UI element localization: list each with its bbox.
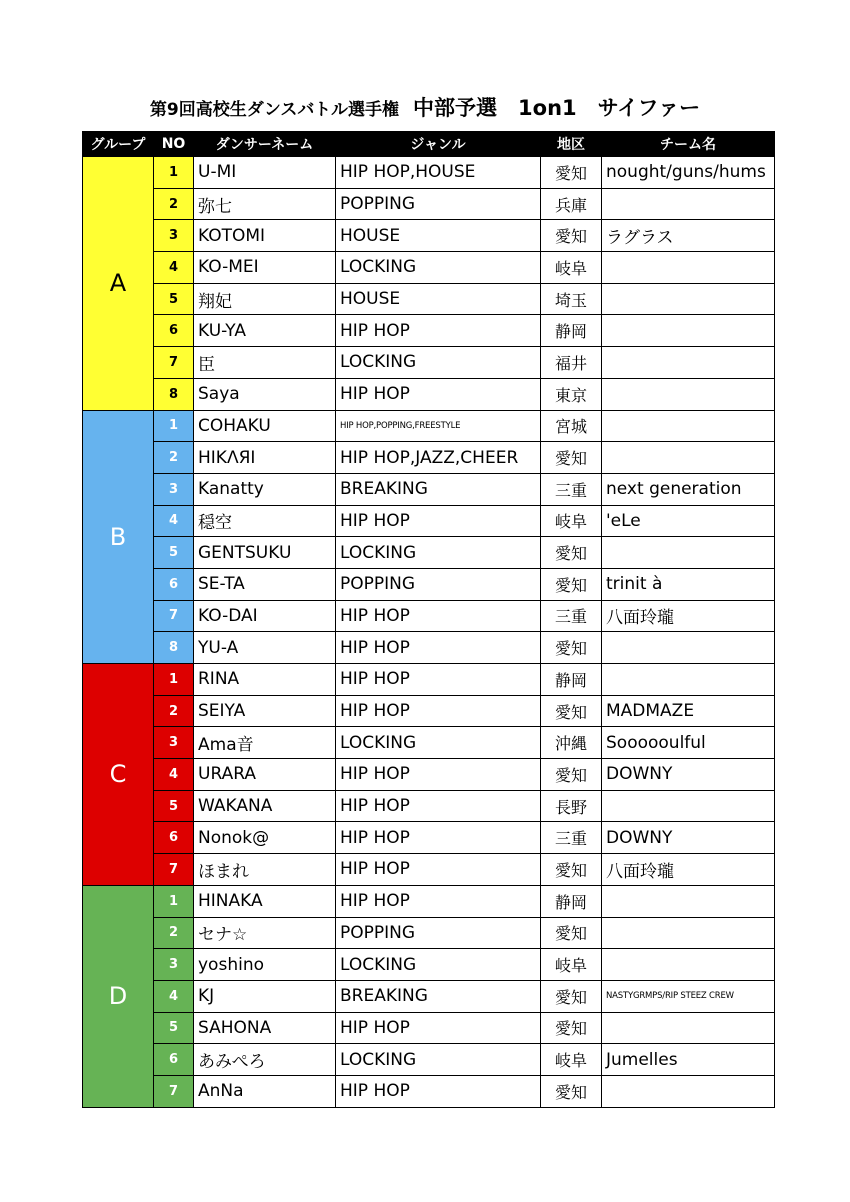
table-row (83, 410, 775, 442)
team-name: Soooooulful (602, 727, 775, 759)
team-name (602, 252, 775, 284)
team-name: trinit à (602, 568, 775, 600)
dancer-name: KOTOMI (194, 220, 336, 252)
entry-number: 1 (154, 885, 194, 917)
table-row (83, 980, 775, 1012)
team-name (602, 537, 775, 569)
header-dancer-name: ダンサーネーム (194, 132, 336, 157)
entry-number: 7 (154, 854, 194, 886)
table-header-row (83, 132, 775, 157)
team-name: Jumelles (602, 1044, 775, 1076)
dancer-name: SE-TA (194, 568, 336, 600)
entry-number: 2 (154, 442, 194, 474)
table-row (83, 568, 775, 600)
dancer-name: COHAKU (194, 410, 336, 442)
table-row (83, 442, 775, 474)
genre: HIP HOP (336, 600, 541, 632)
dancer-name: RINA (194, 664, 336, 696)
dancer-name: SEIYA (194, 695, 336, 727)
table-row (83, 157, 775, 189)
team-name (602, 410, 775, 442)
team-name: NASTYGRMPS/RIP STEEZ CREW (602, 980, 775, 1012)
dancer-name: yoshino (194, 949, 336, 981)
dancer-name: SAHONA (194, 1012, 336, 1044)
entry-number: 6 (154, 822, 194, 854)
team-name: 'eLe (602, 505, 775, 537)
region: 岐阜 (541, 949, 602, 981)
region: 愛知 (541, 442, 602, 474)
dancer-name: 翔妃 (194, 283, 336, 315)
genre: LOCKING (336, 949, 541, 981)
region: 岐阜 (541, 1044, 602, 1076)
region: 東京 (541, 378, 602, 410)
team-name (602, 442, 775, 474)
genre: HIP HOP (336, 822, 541, 854)
genre: LOCKING (336, 252, 541, 284)
entry-number: 4 (154, 980, 194, 1012)
region: 静岡 (541, 885, 602, 917)
entry-number: 3 (154, 473, 194, 505)
table-row (83, 1044, 775, 1076)
entry-number: 6 (154, 568, 194, 600)
entry-number: 5 (154, 537, 194, 569)
entry-number: 3 (154, 220, 194, 252)
region: 愛知 (541, 695, 602, 727)
entry-number: 8 (154, 378, 194, 410)
region: 岐阜 (541, 505, 602, 537)
table-row (83, 378, 775, 410)
entry-number: 5 (154, 790, 194, 822)
dancer-name: Saya (194, 378, 336, 410)
team-name: 八面玲瓏 (602, 854, 775, 886)
entry-number: 6 (154, 1044, 194, 1076)
genre: HIP HOP (336, 790, 541, 822)
region: 岐阜 (541, 252, 602, 284)
team-name (602, 917, 775, 949)
genre: HIP HOP (336, 1012, 541, 1044)
header-genre: ジャンル (336, 132, 541, 157)
team-name: DOWNY (602, 759, 775, 791)
table-row (83, 632, 775, 664)
table-row (83, 220, 775, 252)
entry-number: 7 (154, 600, 194, 632)
region: 愛知 (541, 537, 602, 569)
entry-number: 1 (154, 664, 194, 696)
header-no: NO (154, 132, 194, 157)
header-team: チーム名 (602, 132, 775, 157)
dancer-name: AnNa (194, 1075, 336, 1107)
dancer-name: U-MI (194, 157, 336, 189)
genre: HIP HOP (336, 695, 541, 727)
table-row (83, 822, 775, 854)
genre: HIP HOP (336, 505, 541, 537)
genre: LOCKING (336, 727, 541, 759)
table-row (83, 727, 775, 759)
table-row (83, 790, 775, 822)
dancer-name: URARA (194, 759, 336, 791)
region: 三重 (541, 473, 602, 505)
region: 宮城 (541, 410, 602, 442)
genre: HIP HOP,JAZZ,CHEER (336, 442, 541, 474)
dancer-name: GENTSUKU (194, 537, 336, 569)
table-row (83, 885, 775, 917)
genre: HIP HOP (336, 759, 541, 791)
region: 静岡 (541, 664, 602, 696)
table-row (83, 188, 775, 220)
region: 愛知 (541, 980, 602, 1012)
genre: HIP HOP (336, 1075, 541, 1107)
entry-number: 1 (154, 157, 194, 189)
team-name (602, 283, 775, 315)
event-title: 第9回高校生ダンスバトル選手権 (149, 100, 400, 120)
team-name: nought/guns/hums (602, 157, 775, 189)
table-row (83, 283, 775, 315)
entry-number: 2 (154, 695, 194, 727)
region: 福井 (541, 347, 602, 379)
table-row (83, 600, 775, 632)
genre: HIP HOP (336, 664, 541, 696)
region: 長野 (541, 790, 602, 822)
genre: BREAKING (336, 980, 541, 1012)
genre: HIP HOP (336, 632, 541, 664)
entry-number: 8 (154, 632, 194, 664)
dancer-name: KJ (194, 980, 336, 1012)
team-name (602, 1075, 775, 1107)
entry-number: 2 (154, 188, 194, 220)
team-name: ラグラス (602, 220, 775, 252)
dancer-name: YU-A (194, 632, 336, 664)
genre: BREAKING (336, 473, 541, 505)
region: 愛知 (541, 759, 602, 791)
page-title (0, 92, 850, 122)
region: 三重 (541, 822, 602, 854)
team-name: MADMAZE (602, 695, 775, 727)
region: 愛知 (541, 1012, 602, 1044)
genre: HIP HOP (336, 885, 541, 917)
genre: HIP HOP,HOUSE (336, 157, 541, 189)
table-row (83, 347, 775, 379)
region: 愛知 (541, 632, 602, 664)
region: 三重 (541, 600, 602, 632)
table-body (83, 157, 775, 1108)
team-name (602, 315, 775, 347)
region: 愛知 (541, 854, 602, 886)
region: 愛知 (541, 220, 602, 252)
genre: HIP HOP (336, 315, 541, 347)
dancer-name: Ama音 (194, 727, 336, 759)
genre: POPPING (336, 568, 541, 600)
entry-number: 6 (154, 315, 194, 347)
genre: HIP HOP,POPPING,FREESTYLE (336, 410, 541, 442)
table-row (83, 917, 775, 949)
dancer-name: Kanatty (194, 473, 336, 505)
table-row (83, 854, 775, 886)
team-name (602, 347, 775, 379)
table-row (83, 1075, 775, 1107)
genre: HOUSE (336, 283, 541, 315)
entry-number: 5 (154, 1012, 194, 1044)
table-row (83, 695, 775, 727)
table-row (83, 759, 775, 791)
region: 愛知 (541, 1075, 602, 1107)
region: 愛知 (541, 157, 602, 189)
entry-number: 7 (154, 347, 194, 379)
genre: LOCKING (336, 1044, 541, 1076)
team-name (602, 188, 775, 220)
team-name (602, 790, 775, 822)
team-name: next generation (602, 473, 775, 505)
header-region: 地区 (541, 132, 602, 157)
team-name (602, 632, 775, 664)
group-label-d: D (83, 885, 154, 1107)
dancer-name: セナ☆ (194, 917, 336, 949)
team-name (602, 1012, 775, 1044)
dancer-name: HIKΛЯI (194, 442, 336, 474)
entry-number: 1 (154, 410, 194, 442)
dancer-name: あみぺろ (194, 1044, 336, 1076)
table-row (83, 1012, 775, 1044)
genre: HOUSE (336, 220, 541, 252)
header-group: グループ (83, 132, 154, 157)
table-row (83, 315, 775, 347)
dancer-name: ほまれ (194, 854, 336, 886)
team-name (602, 378, 775, 410)
entry-number: 3 (154, 949, 194, 981)
event-subtitle: 中部予選 1on1 サイファー (413, 96, 701, 120)
table-row (83, 949, 775, 981)
table-row (83, 537, 775, 569)
dancer-name: KO-MEI (194, 252, 336, 284)
table-row (83, 252, 775, 284)
genre: HIP HOP (336, 854, 541, 886)
table-row (83, 664, 775, 696)
entry-number: 3 (154, 727, 194, 759)
region: 兵庫 (541, 188, 602, 220)
region: 静岡 (541, 315, 602, 347)
team-name (602, 949, 775, 981)
entry-number: 4 (154, 759, 194, 791)
entry-number: 4 (154, 252, 194, 284)
entry-number: 5 (154, 283, 194, 315)
dancer-name: WAKANA (194, 790, 336, 822)
region: 愛知 (541, 917, 602, 949)
dancer-name: KU-YA (194, 315, 336, 347)
team-name: DOWNY (602, 822, 775, 854)
group-label-b: B (83, 410, 154, 664)
genre: POPPING (336, 917, 541, 949)
team-name (602, 885, 775, 917)
region: 沖縄 (541, 727, 602, 759)
team-name: 八面玲瓏 (602, 600, 775, 632)
dancer-name: HINAKA (194, 885, 336, 917)
table-row (83, 505, 775, 537)
entry-table (82, 131, 775, 1108)
team-name (602, 664, 775, 696)
genre: HIP HOP (336, 378, 541, 410)
entry-number: 4 (154, 505, 194, 537)
dancer-name: 弥七 (194, 188, 336, 220)
group-label-a: A (83, 157, 154, 411)
dancer-name: KO-DAI (194, 600, 336, 632)
dancer-name: Nonok@ (194, 822, 336, 854)
dancer-name: 穏空 (194, 505, 336, 537)
genre: LOCKING (336, 347, 541, 379)
group-label-c: C (83, 664, 154, 886)
genre: LOCKING (336, 537, 541, 569)
entry-number: 7 (154, 1075, 194, 1107)
table-row (83, 473, 775, 505)
dancer-name: 臣 (194, 347, 336, 379)
region: 埼玉 (541, 283, 602, 315)
region: 愛知 (541, 568, 602, 600)
entry-number: 2 (154, 917, 194, 949)
genre: POPPING (336, 188, 541, 220)
